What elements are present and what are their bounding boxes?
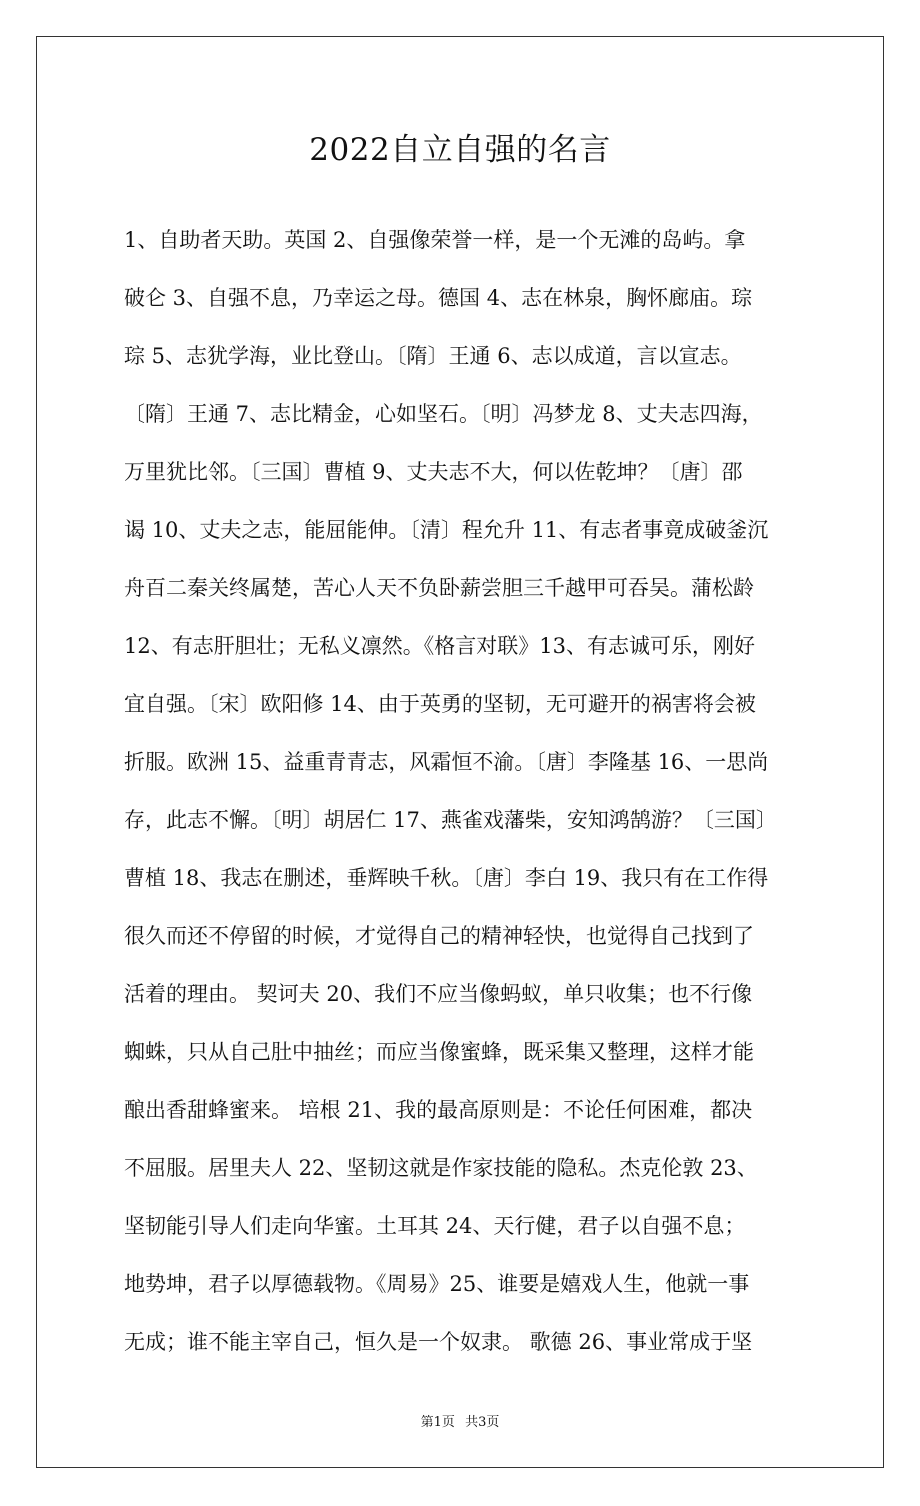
body-line: 酿出香甜蜂蜜来。 培根 21、我的最高原则是：不论任何困难，都决	[124, 1098, 753, 1122]
body-line: 无成；谁不能主宰自己，恒久是一个奴隶。 歌德 26、事业常成于坚	[124, 1330, 753, 1354]
body-line: 舟百二秦关终属楚，苦心人天不负卧薪尝胆三千越甲可吞吴。蒲松龄	[124, 576, 754, 600]
body-line: 破仑 3、自强不息，乃幸运之母。德国 4、志在林泉，胸怀廊庙。琮	[124, 286, 753, 310]
body-line: 琮 5、志犹学海，业比登山。〔隋〕王通 6、志以成道，言以宣志。	[124, 344, 742, 368]
document-body	[124, 211, 798, 1371]
body-line: 万里犹比邻。〔三国〕曹植 9、丈夫志不大，何以佐乾坤？〔唐〕邵	[124, 460, 743, 484]
body-line: 坚韧能引导人们走向华蜜。土耳其 24、天行健，君子以自强不息；	[124, 1214, 746, 1238]
body-line: 很久而还不停留的时候，才觉得自己的精神轻快，也觉得自己找到了	[124, 924, 754, 948]
body-line: 曹植 18、我志在删述，垂辉映千秋。〔唐〕李白 19、我只有在工作得	[124, 866, 769, 890]
body-line: 谒 10、丈夫之志，能屈能伸。〔清〕程允升 11、有志者事竟成破釜沉	[124, 518, 769, 542]
body-line: 存，此志不懈。〔明〕胡居仁 17、燕雀戏藩柴，安知鸿鹄游？〔三国〕	[124, 808, 777, 832]
page-total: 共3页	[465, 1415, 500, 1430]
body-line: 1、自助者天助。英国 2、自强像荣誉一样，是一个无滩的岛屿。拿	[124, 228, 746, 252]
body-line: 〔隋〕王通 7、志比精金，心如坚石。〔明〕冯梦龙 8、丈夫志四海，	[124, 402, 763, 426]
page-footer	[0, 1414, 920, 1432]
body-line: 宜自强。〔宋〕欧阳修 14、由于英勇的坚韧，无可避开的祸害将会被	[124, 692, 756, 716]
body-line: 蜘蛛，只从自己肚中抽丝；而应当像蜜蜂，既采集又整理，这样才能	[124, 1040, 754, 1064]
body-line: 活着的理由。 契诃夫 20、我们不应当像蚂蚁，单只收集；也不行像	[124, 982, 753, 1006]
body-line: 折服。欧洲 15、益重青青志，风霜恒不渝。〔唐〕李隆基 16、一思尚	[124, 750, 769, 774]
body-line: 不屈服。居里夫人 22、坚韧这就是作家技能的隐私。杰克伦敦 23、	[124, 1156, 758, 1180]
document-title: 2022自立自强的名言	[309, 132, 611, 168]
page-number: 第1页	[420, 1415, 455, 1430]
body-line: 地势坤，君子以厚德载物。《周易》25、谁要是嬉戏人生，他就一事	[124, 1272, 750, 1296]
body-line: 12、有志肝胆壮；无私义凛然。《格言对联》13、有志诚可乐，刚好	[124, 634, 755, 658]
